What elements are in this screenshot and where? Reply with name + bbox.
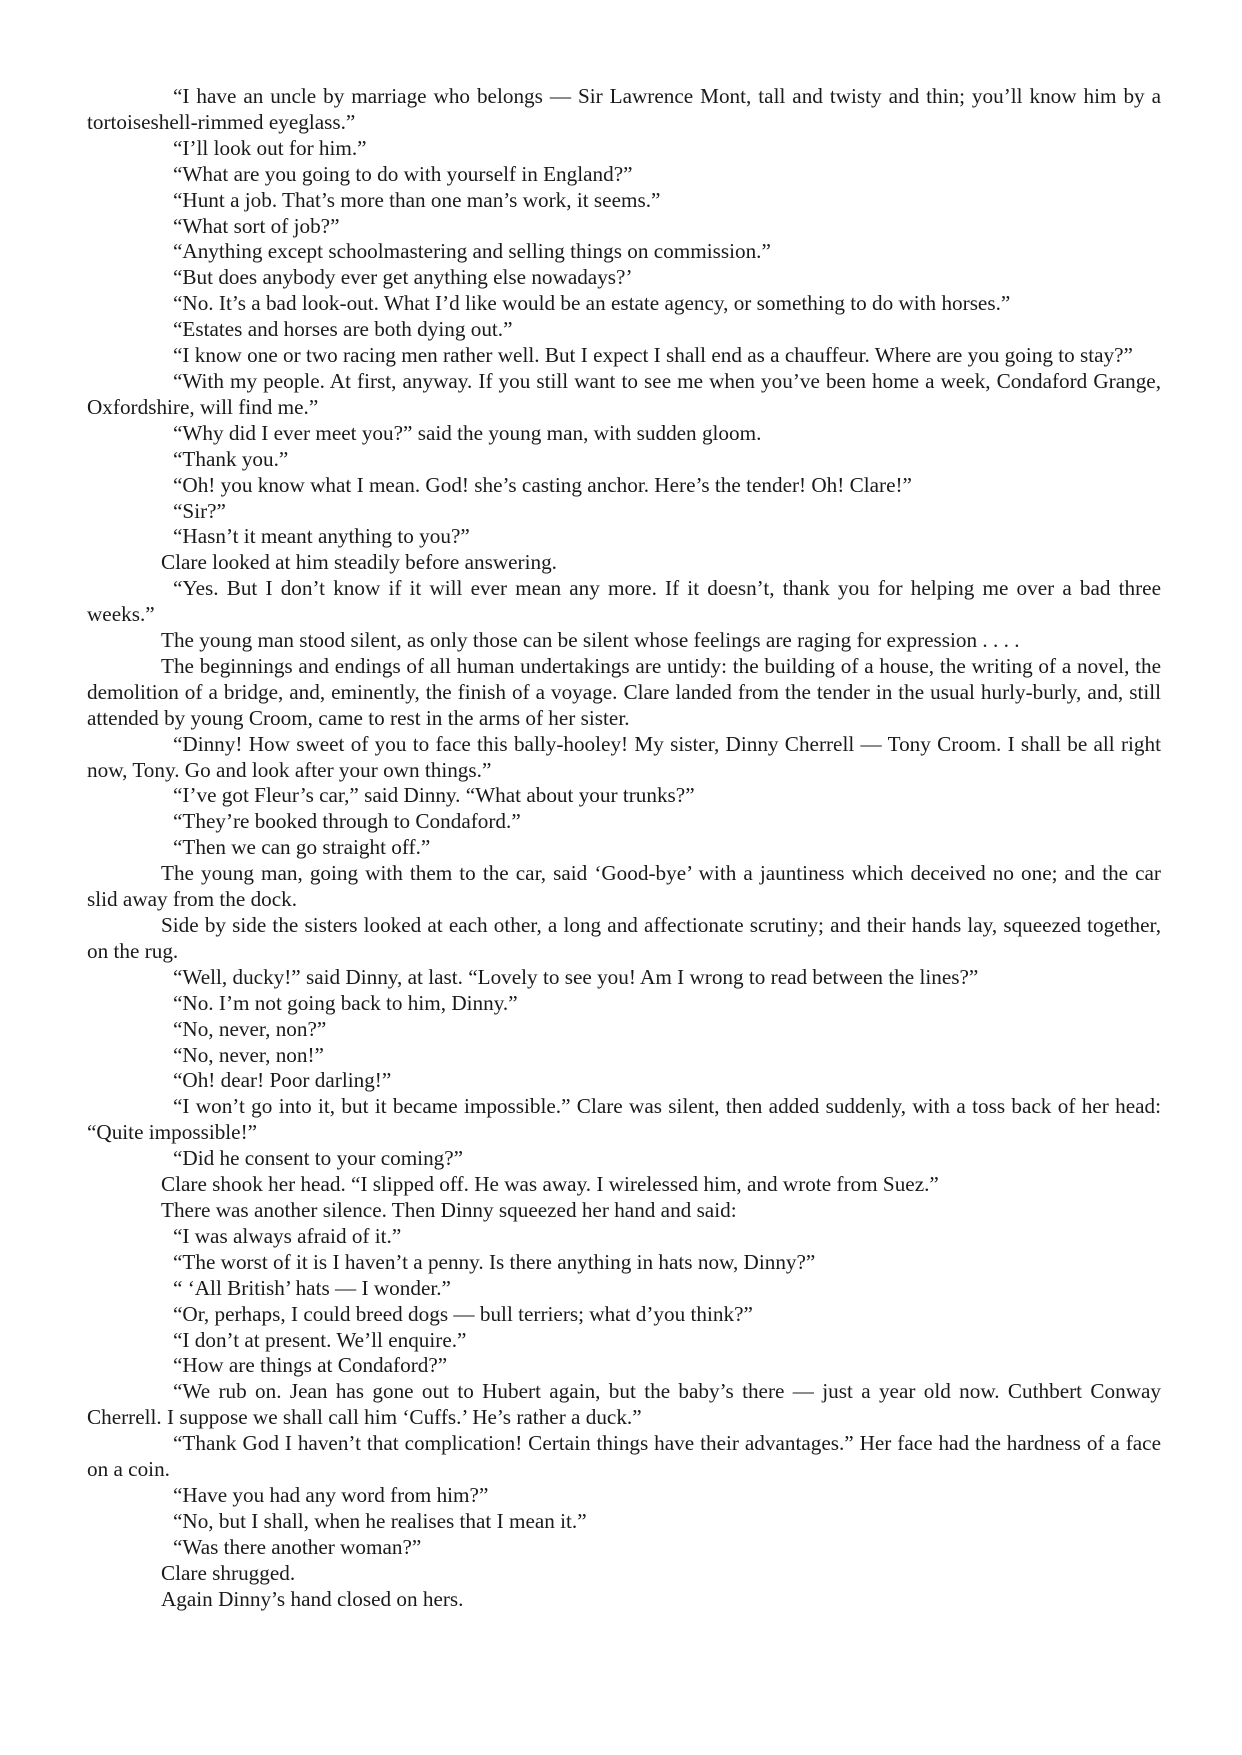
- paragraph: Side by side the sisters looked at each other, a long and affectionate scrutiny; and their hands lay, squeezed together, on the rug.: [87, 913, 1161, 963]
- paragraph: The young man stood silent, as only those can be silent whose feelings are raging for expression . . . .: [161, 628, 1020, 653]
- paragraph: “The worst of it is I haven’t a penny. Is there anything in hats now, Dinny?”: [173, 1249, 816, 1274]
- paragraph: “But does anybody ever get anything else nowadays?’: [173, 265, 633, 290]
- paragraph: “Oh! dear! Poor darling!”: [173, 1068, 392, 1093]
- paragraph: “How are things at Condaford?”: [173, 1353, 448, 1378]
- paragraph: “No, never, non?”: [173, 1016, 327, 1041]
- paragraph: “I’ve got Fleur’s car,” said Dinny. “What about your trunks?”: [173, 783, 695, 808]
- paragraph: “No. I’m not going back to him, Dinny.”: [173, 990, 518, 1015]
- paragraph: “I was always afraid of it.”: [173, 1223, 402, 1248]
- paragraph: “Did he consent to your coming?”: [173, 1146, 464, 1171]
- paragraph: Clare looked at him steadily before answering.: [161, 550, 557, 575]
- paragraph: “I’ll look out for him.”: [173, 135, 367, 160]
- paragraph: “They’re booked through to Condaford.”: [173, 809, 521, 834]
- paragraph: “Thank you.”: [173, 446, 289, 471]
- paragraph: “With my people. At first, anyway. If you still want to see me when you’ve been home a week, Condaford Grange, Oxfordshire, will find me.”: [87, 368, 1161, 419]
- paragraph: “Oh! you know what I mean. God! she’s casting anchor. Here’s the tender! Oh! Clare!”: [173, 472, 912, 497]
- paragraph: “Then we can go straight off.”: [173, 835, 431, 860]
- paragraph: “No, but I shall, when he realises that I mean it.”: [173, 1508, 587, 1533]
- paragraph: “I know one or two racing men rather well. But I expect I shall end as a chauffeur. Where are you going to stay?”: [173, 343, 1133, 368]
- paragraph: “I have an uncle by marriage who belongs — Sir Lawrence Mont, tall and twisty and thin; you’ll know him by a tortoiseshell-rimmed eyeglass.”: [87, 84, 1161, 134]
- paragraph: “What are you going to do with yourself in England?”: [173, 161, 633, 186]
- paragraph: The young man, going with them to the car, said ‘Good-bye’ with a jauntiness which deceived no one; and the car slid away from the dock.: [87, 861, 1161, 912]
- paragraph: “Well, ducky!” said Dinny, at last. “Lovely to see you! Am I wrong to read between the lines?”: [173, 964, 979, 989]
- paragraph: “ ‘All British’ hats — I wonder.”: [173, 1275, 451, 1300]
- paragraph: The beginnings and endings of all human undertakings are untidy: the building of a house, the writing of a novel, the demolition of a bridge, and, eminently, the finish of a voyage. Clare landed from the tender in the usual hurly-burly, and, still attended by young Croom, came to rest in the arms of her sister.: [87, 653, 1161, 730]
- paragraph: “Estates and horses are both dying out.”: [173, 317, 513, 342]
- paragraph: “Or, perhaps, I could breed dogs — bull terriers; what d’you think?”: [173, 1301, 753, 1326]
- paragraph: “No, never, non!”: [173, 1042, 324, 1067]
- paragraph: “I don’t at present. We’ll enquire.”: [173, 1327, 467, 1352]
- paragraph: “I won’t go into it, but it became impossible.” Clare was silent, then added suddenly, with a toss back of her head: “Quite impossible!”: [87, 1094, 1161, 1145]
- paragraph: “Hasn’t it meant anything to you?”: [173, 524, 470, 549]
- paragraph: “We rub on. Jean has gone out to Hubert again, but the baby’s there — just a year old now. Cuthbert Conway Cherrell. I suppose we shall call him ‘Cuffs.’ He’s rather a duck.”: [87, 1379, 1161, 1430]
- paragraph: Clare shook her head. “I slipped off. He was away. I wirelessed him, and wrote from Suez.”: [161, 1172, 939, 1197]
- paragraph: “Anything except schoolmastering and selling things on commission.”: [173, 239, 771, 264]
- paragraph: Clare shrugged.: [161, 1560, 296, 1585]
- paragraph: “What sort of job?”: [173, 213, 340, 238]
- document-page: [87, 84, 1161, 1612]
- paragraph: “Thank God I haven’t that complication! Certain things have their advantages.” Her face had the hardness of a face on a coin.: [87, 1431, 1161, 1482]
- paragraph: Again Dinny’s hand closed on hers.: [161, 1586, 464, 1611]
- paragraph: “Why did I ever meet you?” said the young man, with sudden gloom.: [173, 420, 762, 445]
- paragraph: “Dinny! How sweet of you to face this bally-hooley! My sister, Dinny Cherrell — Tony Croom. I shall be all right now, Tony. Go and look after your own things.”: [87, 731, 1161, 782]
- paragraph: “Yes. But I don’t know if it will ever mean any more. If it doesn’t, thank you for helping me over a bad three weeks.”: [87, 576, 1161, 627]
- paragraph: “No. It’s a bad look-out. What I’d like would be an estate agency, or something to do with horses.”: [173, 291, 1011, 316]
- paragraph: “Have you had any word from him?”: [173, 1482, 489, 1507]
- paragraph: There was another silence. Then Dinny squeezed her hand and said:: [161, 1197, 737, 1222]
- paragraph: “Hunt a job. That’s more than one man’s work, it seems.”: [173, 187, 661, 212]
- paragraph: “Sir?”: [173, 498, 226, 523]
- paragraph: “Was there another woman?”: [173, 1534, 422, 1559]
